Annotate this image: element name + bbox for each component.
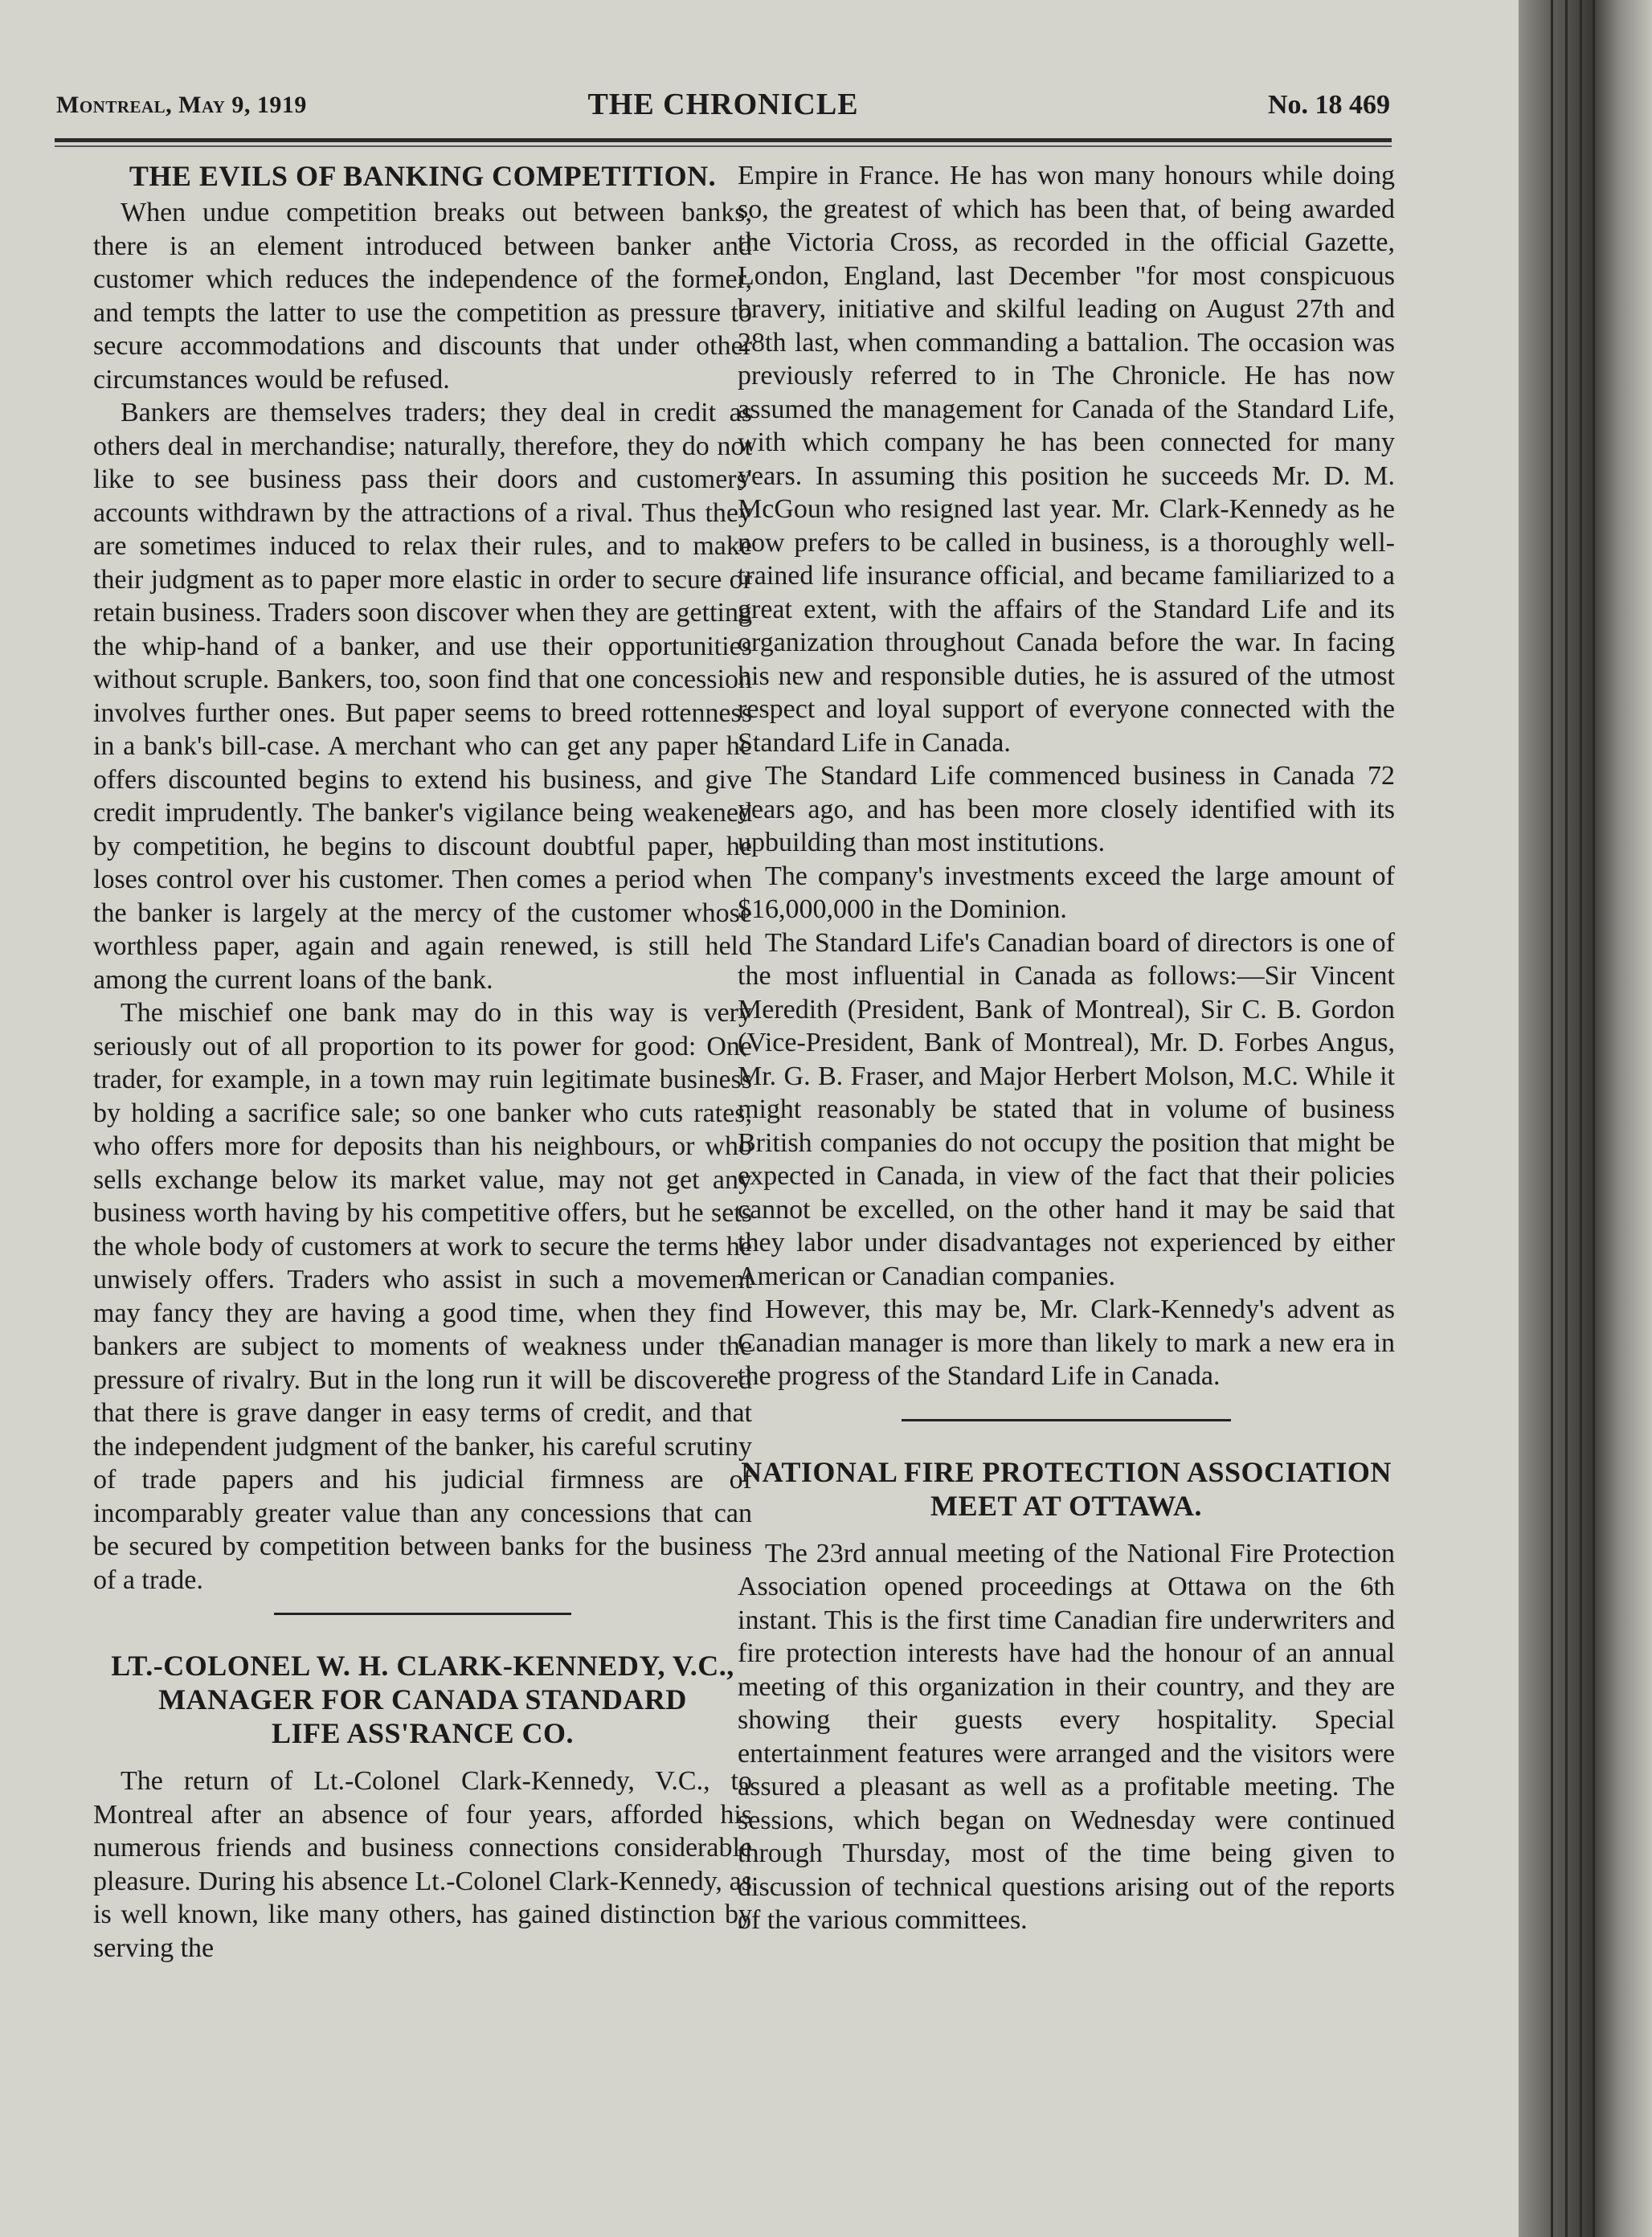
header-issue-page: No. 18 469: [1267, 90, 1390, 120]
article-divider: [274, 1613, 571, 1615]
clark-kennedy-continued-3: The company's investments exceed the large amount of $16,000,000 in the Dominion.: [738, 861, 1395, 924]
clark-kennedy-paragraph-1: The return of Lt.-Colonel Clark-Kennedy, V.C., to Montreal after an absence of four years, afforded his numerous friends and business connections considerable pleasure. During his absence Lt.-Colonel Clark-Kennedy, as is well known, like many others, has gained distinction by serving the: [93, 1766, 752, 1963]
article-title-clark-kennedy-line-3: LIFE ASS'RANCE CO.: [271, 1717, 575, 1749]
book-binding-gutter: [1519, 0, 1652, 2237]
article-divider: [902, 1419, 1231, 1421]
article-title-banking: THE EVILS OF BANKING COMPETITION.: [129, 160, 717, 192]
fire-paragraph-1: The 23rd annual meeting of the National Fire Protection Association opened proceedings at Ottawa on the 6th instant. This is the first time Canadian fire underwriters and fire protection interests have had the honour of an annual meeting of this organization in their country, and they are showing their guests every hospitality. Special entertainment features were arranged and the visitors were assured a pleasant as well as a profitable meeting. The sessions, which began on Wednesday were continued through Thursday, most of the time being given to discussion of technical questions arising out of the reports of the various committees.: [738, 1538, 1395, 1935]
header-rule: [55, 138, 1392, 142]
left-column: [93, 159, 752, 1965]
header-dateline: Montreal, May 9, 1919: [56, 92, 307, 118]
clark-kennedy-continued-5: However, this may be, Mr. Clark-Kennedy's advent as Canadian manager is more than likely to mark a new era in the progress of the Standard Life in Canada.: [738, 1294, 1395, 1391]
header-rule-thin: [55, 145, 1392, 147]
clark-kennedy-continued-4: The Standard Life's Canadian board of directors is one of the most influential in Canada as follows:—Sir Vincent Meredith (President, Bank of Montreal), Sir C. B. Gordon (Vice-President, Bank of Montreal), Mr. D. Forbes Angus, Mr. G. B. Fraser, and Major Herbert Molson, M.C. While it might reasonably be stated that in volume of business British companies do not occupy the position that might be expected in Canada, in view of the fact that their policies cannot be excelled, on the other hand it may be said that they labor under disadvantages not experienced by either American or Canadian companies.: [738, 927, 1395, 1291]
clark-kennedy-continued-1: Empire in France. He has won many honours while doing so, the greatest of which has been that, of being awarded the Victoria Cross, as recorded in the official Gazette, London, England, last December "for most conspicuous bravery, initiative and skilful leading on August 27th and 28th last, when commanding a battalion. The occasion was previously referred to in The Chronicle. He has now assumed the management for Canada of the Standard Life, with which company he has been connected for many years. In assuming this position he succeeds Mr. D. M. McGoun who resigned last year. Mr. Clark-Kennedy as he now prefers to be called in business, is a thoroughly well-trained life insurance official, and became familiarized to a great extent, with the affairs of the Standard Life and its organization throughout Canada before the war. In facing his new and responsible duties, he is assured of the utmost respect and loyal support of everyone connected with the Standard Life in Canada.: [738, 161, 1395, 758]
article-title-fire-line-2: MEET AT OTTAWA.: [930, 1489, 1202, 1522]
header-masthead: THE CHRONICLE: [587, 88, 859, 121]
right-column: [738, 159, 1395, 1937]
article-title-clark-kennedy-line-1: LT.-COLONEL W. H. CLARK-KENNEDY, V.C.,: [111, 1650, 734, 1682]
article-title-clark-kennedy-line-2: MANAGER FOR CANADA STANDARD: [158, 1683, 687, 1716]
page-header: [56, 87, 1390, 125]
article-title-fire-line-1: NATIONAL FIRE PROTECTION ASSOCIATION: [741, 1455, 1392, 1488]
clark-kennedy-continued-2: The Standard Life commenced business in Canada 72 years ago, and has been more closely identified with its upbuilding than most institutions.: [738, 761, 1395, 857]
banking-paragraph-3: The mischief one bank may do in this way is very seriously out of all proportion to its power for good: One trader, for example, in a town may ruin legitimate business by holding a sacrifice sale; so one banker who cuts rates, who offers more for deposits than his neighbours, or who sells exchange below its market value, may not get any business worth having by his competitive offers, but he sets the whole body of customers at work to secure the terms he unwisely offers. Traders who assist in such a movement may fancy they are having a good time, when they find bankers are subject to moments of weakness under the pressure of rivalry. But in the long run it will be discovered that there is grave danger in easy terms of credit, and that the independent judgment of the banker, his careful scrutiny of trade papers and his judicial firmness are of incomparably greater value than any concessions that can be secured by competition between banks for the business of a trade.: [93, 998, 752, 1595]
banking-paragraph-1: When undue competition breaks out between banks, there is an element introduced between banker and customer which reduces the independence of the former, and tempts the latter to use the competition as pressure to secure accommodations and discounts that under other circumstances would be refused.: [93, 198, 752, 395]
banking-paragraph-2: Bankers are themselves traders; they deal in credit as others deal in merchandise; naturally, therefore, they do not like to see business pass their doors and customers' accounts withdrawn by the attractions of a rival. Thus they are sometimes induced to relax their rules, and to make their judgment as to paper more elastic in order to secure or retain business. Traders soon discover when they are getting the whip-hand of a banker, and use their opportunities without scruple. Bankers, too, soon find that one concession involves further ones. But paper seems to breed rottenness in a bank's bill-case. A merchant who can get any paper he offers discounted begins to extend his business, and give credit imprudently. The banker's vigilance being weakened by competition, he begins to discount doubtful paper, he loses control over his customer. Then comes a period when the banker is largely at the mercy of the customer whose worthless paper, again and again renewed, is still held among the current loans of the bank.: [93, 398, 752, 995]
